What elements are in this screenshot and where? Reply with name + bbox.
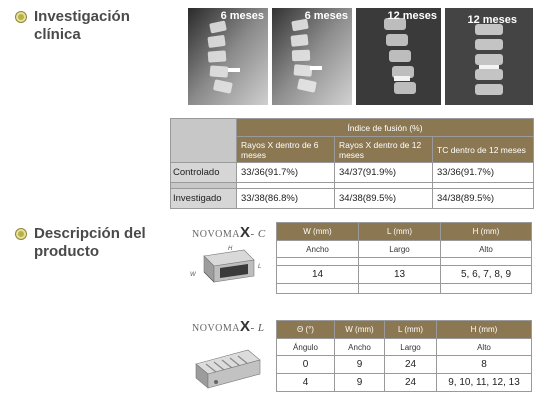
product-l-table	[276, 320, 532, 392]
table-cell: 33/36(91.7%)	[433, 163, 534, 183]
ct-label-sagittal: 12 meses	[387, 10, 437, 22]
table-cell: 34/38(89.5%)	[433, 189, 534, 209]
row-label-investigated: Investigado	[171, 189, 237, 209]
subheader-height: Alto	[441, 241, 532, 258]
table-cell: 4	[277, 374, 335, 392]
subheader-height: Alto	[437, 339, 532, 356]
clinical-title-line1: Investigación	[34, 8, 130, 25]
table-corner	[171, 119, 237, 163]
ct-image-coronal	[445, 8, 533, 105]
subheader-width: Ancho	[335, 339, 385, 356]
table-row	[277, 266, 532, 284]
header-width: W (mm)	[277, 223, 359, 241]
product-c-table	[276, 222, 532, 294]
header-length: L (mm)	[359, 223, 441, 241]
xray-label-2: 6 meses	[304, 10, 348, 22]
xray-image-strip	[188, 8, 533, 105]
table-cell: 0	[277, 356, 335, 374]
product-title-line1: Descripción del	[34, 225, 146, 242]
dimension-l-label: L	[258, 264, 262, 270]
table-cell: 34/37(91.9%)	[335, 163, 433, 183]
cage-l-illustration	[186, 344, 270, 400]
dimension-w-label: W	[190, 272, 196, 278]
subheader-length: Largo	[385, 339, 437, 356]
table-row	[171, 189, 534, 209]
clinical-heading	[16, 8, 130, 44]
table-cell: 13	[359, 266, 441, 284]
subheader-angle: Ángulo	[277, 339, 335, 356]
ct-label-coronal: 12 meses	[467, 14, 517, 26]
fusion-table-title: Índice de fusión (%)	[237, 119, 534, 137]
xray-image-1	[188, 8, 268, 105]
clinical-title-line2: clínica	[34, 26, 81, 43]
table-cell: 9	[335, 374, 385, 392]
novomax-l-logo: NOVOMAX- L	[192, 318, 265, 335]
bullet-icon	[16, 12, 26, 22]
product-title-line2: producto	[34, 243, 99, 260]
xray-image-2	[272, 8, 352, 105]
header-height: H (mm)	[437, 321, 532, 339]
ct-image-sagittal	[356, 8, 441, 105]
row-label-controlled: Controlado	[171, 163, 237, 183]
cage-c-illustration	[188, 246, 268, 290]
table-cell: 33/38(86.8%)	[237, 189, 335, 209]
table-cell: 5, 6, 7, 8, 9	[441, 266, 532, 284]
table-cell: 9, 10, 11, 12, 13	[437, 374, 532, 392]
header-height: H (mm)	[441, 223, 532, 241]
table-cell: 9	[335, 356, 385, 374]
subheader-length: Largo	[359, 241, 441, 258]
table-cell: 8	[437, 356, 532, 374]
table-row	[277, 356, 532, 374]
column-header-ct-12: TC dentro de 12 meses	[433, 137, 534, 163]
novomax-c-logo: NOVOMAX- C	[192, 224, 266, 241]
table-cell: 14	[277, 266, 359, 284]
header-width: W (mm)	[335, 321, 385, 339]
table-cell: 24	[385, 356, 437, 374]
column-header-xray-6: Rayos X dentro de 6 meses	[237, 137, 335, 163]
table-cell: 34/38(89.5%)	[335, 189, 433, 209]
dimension-h-label: H	[228, 246, 233, 252]
table-row	[171, 163, 534, 183]
table-cell: 33/36(91.7%)	[237, 163, 335, 183]
column-header-xray-12: Rayos X dentro de 12 meses	[335, 137, 433, 163]
fusion-index-table	[170, 118, 534, 209]
table-cell: 24	[385, 374, 437, 392]
header-angle: Θ (°)	[277, 321, 335, 339]
product-heading	[16, 225, 146, 261]
table-row	[277, 374, 532, 392]
header-length: L (mm)	[385, 321, 437, 339]
bullet-icon	[16, 229, 26, 239]
xray-label-1: 6 meses	[220, 10, 264, 22]
subheader-width: Ancho	[277, 241, 359, 258]
